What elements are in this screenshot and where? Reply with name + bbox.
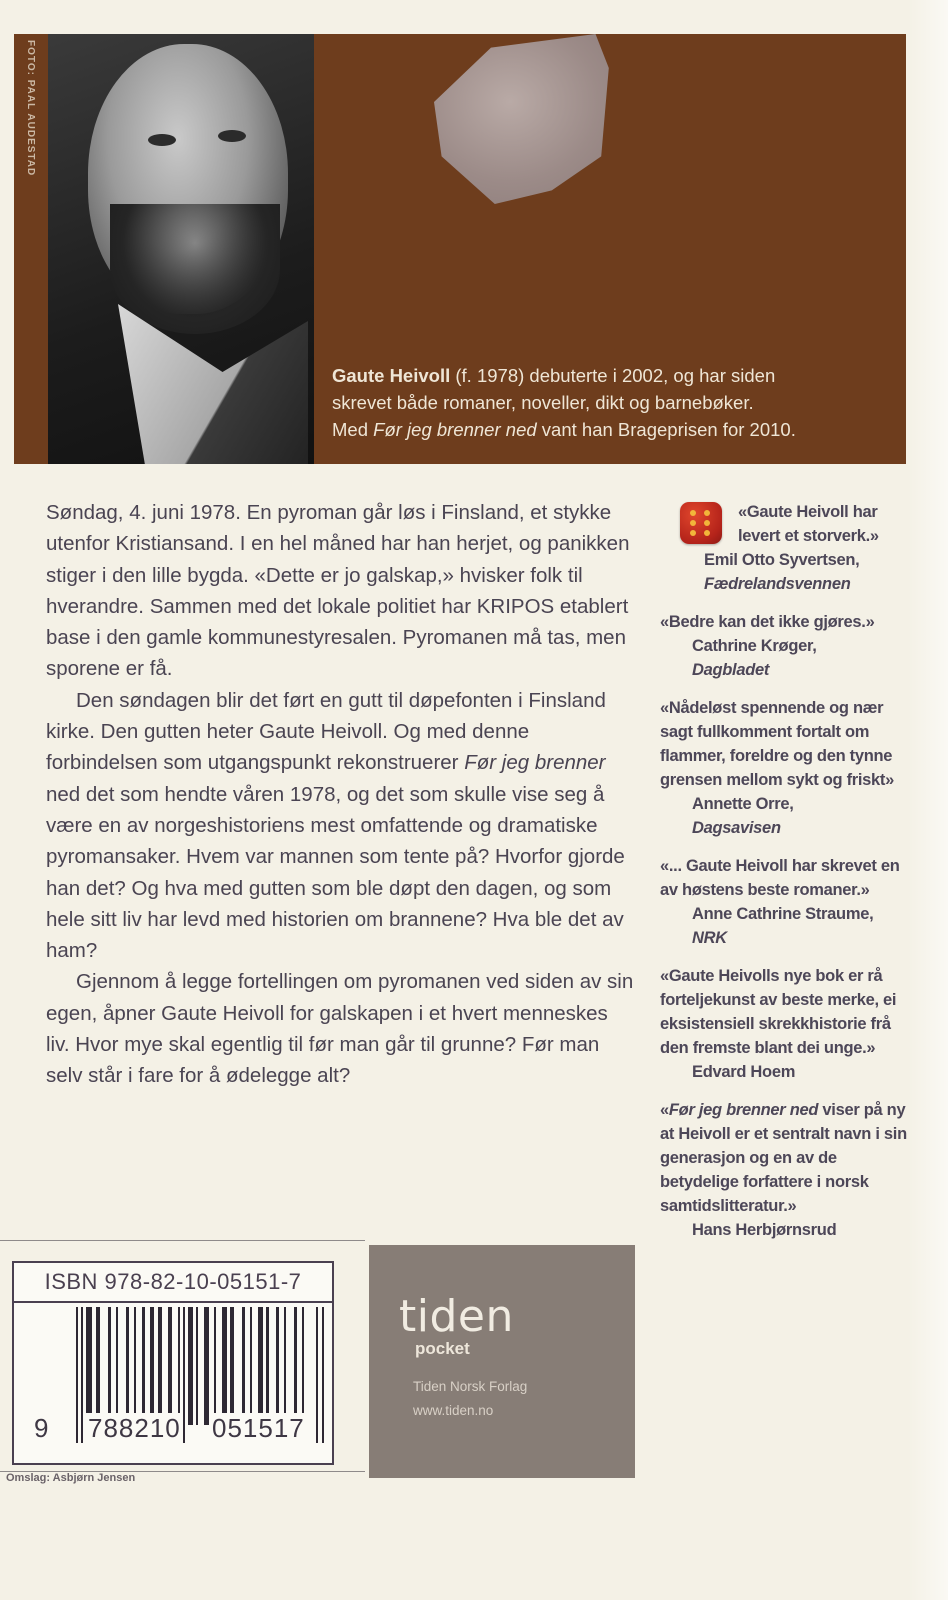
review-5 xyxy=(660,964,915,1084)
dice-six-icon xyxy=(680,502,722,544)
review-source: Dagbladet xyxy=(692,661,770,679)
bio-book-title: Før jeg brenner ned xyxy=(373,419,537,440)
bio-line3-suffix: vant han Brageprisen for 2010. xyxy=(536,419,796,440)
review-4 xyxy=(660,854,915,950)
stone-image xyxy=(434,34,624,204)
blurb-p2-part-b: ned det som hendte våren 1978, og det som skulle vise seg å være en av norgeshistoriens mest omfattende og dramatiske pyromansaker. Hvem var mannen som tente på? Hvorfor gjorde han det? Og hva med gutten som ble døpt den dagen, og som hele sitt liv har levd med historien om brannene? Hva ble det av ham? xyxy=(46,782,625,963)
blurb-p2-part-a: Den søndagen blir det ført en gutt til døpefonten i Finsland kirke. Den gutten heter Gaute Heivoll. Og med denne forbindelsen som utgangspunkt rekonstruerer xyxy=(46,688,606,775)
publisher-name: Tiden Norsk Forlag xyxy=(413,1379,528,1394)
bio-line3-prefix: Med xyxy=(332,419,374,440)
review-quote: «Gaute Heivoll har levert et storverk.» xyxy=(738,503,879,545)
blurb-paragraph-1: Søndag, 4. juni 1978. En pyroman går løs i Finsland, et stykke utenfor Kristiansand. I en hel måned har han herjet, og panikken stiger i den lille bygda. «Dette er jo galskap,» hvisker folk til hverandre. Sammen med det lokale politiet har KRIPOS etablert base i den gamle kommunestyresalen. Pyromanen må tas, men sporene er få. xyxy=(46,501,630,681)
review-6 xyxy=(660,1098,915,1242)
barcode-box: ISBN 978-82-10-05151-7 9 788210 051517 xyxy=(12,1261,334,1465)
review-author: Annette Orre, xyxy=(692,795,794,813)
publisher-logo: tiden xyxy=(399,1291,514,1342)
publisher-url: www.tiden.no xyxy=(413,1403,494,1418)
review-quote: «Nådeløst spennende og nær sagt fullkomment fortalt om flammer, foreldre og den tynne grensen mellom sykt og friskt» xyxy=(660,699,894,789)
publisher-imprint: pocket xyxy=(415,1339,470,1358)
photo-credit-text: FOTO: PAAL AUDESTAD xyxy=(25,40,36,177)
review-1 xyxy=(660,500,915,596)
review-author: Cathrine Krøger, xyxy=(692,637,817,655)
review-source: Dagsavisen xyxy=(692,819,781,837)
review-author: Edvard Hoem xyxy=(692,1063,796,1081)
review-source: NRK xyxy=(692,929,727,947)
review-book-title: Før jeg brenner ned xyxy=(668,1101,819,1119)
review-3 xyxy=(660,696,915,840)
portrait-eye-right xyxy=(218,130,246,142)
review-quote: «Gaute Heivolls nye bok er rå forteljekunst av beste merke, ei eksistensiell skrekkhistorie frå den fremste blant dei unge.» xyxy=(660,967,897,1057)
blurb-paragraph-2 xyxy=(46,685,636,967)
review-quote: «... Gaute Heivoll har skrevet en av høstens beste romaner.» xyxy=(660,857,900,899)
cover-credit: Omslag: Asbjørn Jensen xyxy=(6,1472,136,1484)
isbn-label: ISBN 978-82-10-05151-7 xyxy=(14,1263,332,1303)
photo-credit xyxy=(14,34,48,464)
review-quote: «Før jeg brenner ned viser på ny at Heivoll er et sentralt navn i sin generasjon og en av de betydelige forfattere i norsk samtidslitteratur.» xyxy=(660,1101,907,1215)
portrait-eye-left xyxy=(148,134,176,146)
bio-line1: (f. 1978) debuterte i 2002, og har siden xyxy=(450,365,776,386)
author-portrait xyxy=(48,34,314,464)
review-2 xyxy=(660,610,915,682)
author-bio xyxy=(332,362,892,443)
blurb-paragraph-3: Gjennom å legge fortellingen om pyromanen ved siden av sin egen, åpner Gaute Heivoll for galskapen i et hvert menneskes liv. Hvor mye skal egentlig til før man går til grunne? Før man selv står i fare for å ødelegge alt? xyxy=(46,970,634,1088)
portrait-beard xyxy=(110,204,280,334)
review-quote: «Bedre kan det ikke gjøres.» xyxy=(660,613,875,631)
author-panel xyxy=(14,34,906,464)
blurb-p2-title: Før jeg brenner xyxy=(464,751,606,775)
review-source: Fædrelandsvennen xyxy=(704,575,851,593)
bio-author-name: Gaute Heivoll xyxy=(332,365,451,386)
bio-line2: skrevet både romaner, noveller, dikt og barnebøker. xyxy=(332,392,754,413)
review-author: Anne Cathrine Straume, xyxy=(692,905,874,923)
review-column xyxy=(660,500,915,1256)
publisher-box xyxy=(369,1245,635,1478)
review-author: Emil Otto Syvertsen, xyxy=(704,551,860,569)
review-author: Hans Herbjørnsrud xyxy=(692,1221,837,1239)
book-blurb xyxy=(46,497,636,1092)
